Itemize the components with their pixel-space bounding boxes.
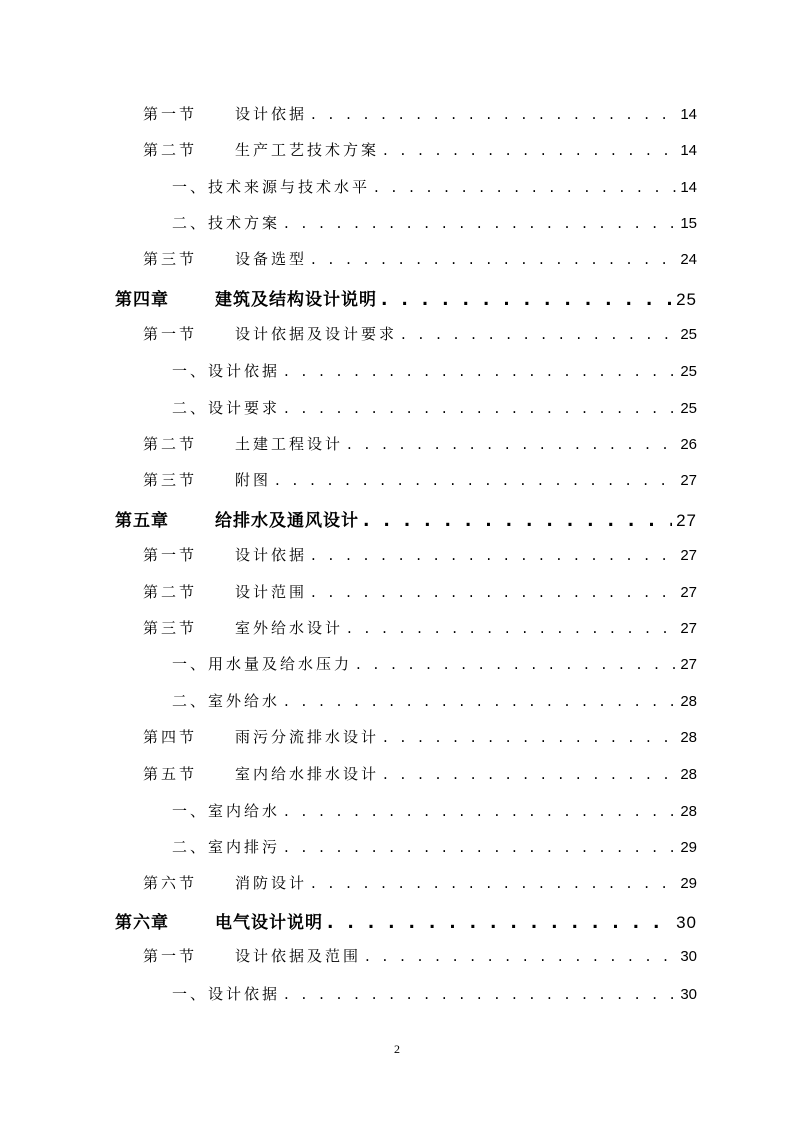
toc-entry[interactable] bbox=[172, 397, 697, 418]
toc-entry-number: 第三节 bbox=[143, 471, 198, 489]
dot-leader bbox=[284, 362, 676, 380]
toc-entry[interactable] bbox=[172, 176, 697, 197]
toc-entry-page: 25 bbox=[680, 363, 697, 380]
dot-leader bbox=[284, 985, 676, 1003]
toc-entry-number: 第一节 bbox=[143, 325, 198, 343]
dot-leader bbox=[284, 399, 676, 417]
dot-leader bbox=[401, 325, 676, 343]
toc-entry[interactable] bbox=[143, 139, 697, 160]
dot-leader bbox=[347, 619, 676, 637]
toc-entry-title: 设计依据及设计要求 bbox=[235, 325, 398, 343]
toc-entry-page: 14 bbox=[680, 106, 697, 123]
toc-entry-title: 室内给水排水设计 bbox=[235, 765, 380, 783]
toc-entry-page: 25 bbox=[680, 326, 697, 343]
toc-entry[interactable] bbox=[172, 836, 697, 857]
page-number: 2 bbox=[394, 1042, 400, 1056]
dot-leader bbox=[311, 546, 676, 564]
toc-entry-page: 27 bbox=[680, 584, 697, 601]
toc-entry[interactable] bbox=[143, 433, 697, 454]
toc-entry[interactable] bbox=[143, 544, 697, 565]
toc-entry-page: 27 bbox=[680, 620, 697, 637]
dot-leader bbox=[347, 435, 676, 453]
toc-entry-title: 一、用水量及给水压力 bbox=[172, 655, 353, 673]
dot-leader bbox=[311, 105, 676, 123]
toc-entry-page: 15 bbox=[680, 215, 697, 232]
toc-entry-number: 第二节 bbox=[143, 141, 198, 159]
toc-entry[interactable] bbox=[172, 653, 697, 674]
toc-entry-number: 第二节 bbox=[143, 583, 198, 601]
dot-leader bbox=[311, 583, 676, 601]
dot-leader bbox=[284, 214, 676, 232]
dot-leader bbox=[284, 838, 676, 856]
toc-entry[interactable] bbox=[115, 285, 697, 310]
toc-entry-number: 第三节 bbox=[143, 250, 198, 268]
toc-entry-page: 24 bbox=[680, 251, 697, 268]
toc-entry[interactable] bbox=[172, 800, 697, 821]
toc-entry[interactable] bbox=[143, 617, 697, 638]
toc-entry-page: 29 bbox=[680, 839, 697, 856]
toc-entry-page: 30 bbox=[676, 913, 697, 932]
toc-entry-title: 雨污分流排水设计 bbox=[235, 728, 380, 746]
toc-entry-page: 28 bbox=[680, 693, 697, 710]
toc-entry-title: 设备选型 bbox=[235, 250, 308, 268]
toc-entry[interactable] bbox=[115, 908, 697, 933]
toc-entry-title: 一、技术来源与技术水平 bbox=[172, 178, 371, 196]
toc-entry-number: 第六节 bbox=[143, 874, 198, 892]
toc-entry-page: 27 bbox=[680, 656, 697, 673]
dot-leader bbox=[284, 692, 676, 710]
dot-leader bbox=[381, 290, 672, 310]
toc-entry-title: 二、室内排污 bbox=[172, 838, 281, 856]
toc-entry-number: 第一节 bbox=[143, 546, 198, 564]
toc-entry-page: 27 bbox=[680, 547, 697, 564]
toc-entry-page: 30 bbox=[680, 986, 697, 1003]
toc-entry[interactable] bbox=[143, 872, 697, 893]
toc-entry[interactable] bbox=[115, 506, 697, 531]
toc-entry-page: 25 bbox=[680, 400, 697, 417]
toc-entry-page: 14 bbox=[680, 179, 697, 196]
toc-entry[interactable] bbox=[143, 469, 697, 490]
toc-entry[interactable] bbox=[172, 212, 697, 233]
toc-entry[interactable] bbox=[143, 726, 697, 747]
toc-entry-page: 26 bbox=[680, 436, 697, 453]
toc-entry-number: 第一节 bbox=[143, 105, 198, 123]
toc-entry-page: 29 bbox=[680, 875, 697, 892]
toc-entry-title: 设计范围 bbox=[235, 583, 308, 601]
toc-entry-number: 第一节 bbox=[143, 947, 198, 965]
toc-entry-title: 二、室外给水 bbox=[172, 692, 281, 710]
dot-leader bbox=[363, 511, 672, 531]
toc-entry-title: 消防设计 bbox=[235, 874, 308, 892]
toc-entry-number: 第三节 bbox=[143, 619, 198, 637]
dot-leader bbox=[383, 728, 676, 746]
toc-entry[interactable] bbox=[143, 763, 697, 784]
toc-entry[interactable] bbox=[143, 945, 697, 966]
toc-entry-title: 设计依据 bbox=[235, 105, 308, 123]
dot-leader bbox=[311, 874, 676, 892]
toc-entry[interactable] bbox=[143, 323, 697, 344]
dot-leader bbox=[365, 947, 676, 965]
toc-entry[interactable] bbox=[143, 248, 697, 269]
dot-leader bbox=[284, 802, 676, 820]
toc-entry-title: 生产工艺技术方案 bbox=[235, 141, 380, 159]
toc-entry-title: 电气设计说明 bbox=[215, 913, 323, 933]
toc-entry-title: 室外给水设计 bbox=[235, 619, 344, 637]
toc-entry-title: 一、室内给水 bbox=[172, 802, 281, 820]
toc-entry-title: 给排水及通风设计 bbox=[215, 511, 359, 531]
toc-entry-number: 第五章 bbox=[115, 511, 169, 531]
toc-entry-number: 第六章 bbox=[115, 913, 169, 933]
toc-entry-title: 建筑及结构设计说明 bbox=[215, 290, 377, 310]
toc-entry-number: 第二节 bbox=[143, 435, 198, 453]
dot-leader bbox=[311, 250, 676, 268]
toc-entry-title: 二、设计要求 bbox=[172, 399, 281, 417]
toc-entry-title: 土建工程设计 bbox=[235, 435, 344, 453]
dot-leader bbox=[327, 913, 672, 933]
toc-entry-page: 27 bbox=[680, 472, 697, 489]
dot-leader bbox=[275, 471, 676, 489]
toc-entry[interactable] bbox=[172, 983, 697, 1004]
toc-entry[interactable] bbox=[143, 581, 697, 602]
toc-entry-title: 附图 bbox=[235, 471, 272, 489]
dot-leader bbox=[356, 655, 676, 673]
dot-leader bbox=[374, 178, 676, 196]
toc-entry-title: 设计依据及范围 bbox=[235, 947, 362, 965]
toc-entry-number: 第四节 bbox=[143, 728, 198, 746]
toc-entry-title: 一、设计依据 bbox=[172, 362, 281, 380]
toc-entry[interactable] bbox=[172, 360, 697, 381]
toc-entry-title: 二、技术方案 bbox=[172, 214, 281, 232]
toc-entry-page: 30 bbox=[680, 948, 697, 965]
toc-entry-page: 28 bbox=[680, 803, 697, 820]
toc-entry-page: 28 bbox=[680, 766, 697, 783]
toc-entry[interactable] bbox=[172, 690, 697, 711]
toc-entry-page: 28 bbox=[680, 729, 697, 746]
toc-entry-number: 第五节 bbox=[143, 765, 198, 783]
toc-entry-title: 一、设计依据 bbox=[172, 985, 281, 1003]
toc-entry-page: 25 bbox=[676, 290, 697, 309]
toc-entry[interactable] bbox=[143, 103, 697, 124]
dot-leader bbox=[383, 141, 676, 159]
toc-entry-page: 14 bbox=[680, 142, 697, 159]
toc-entry-number: 第四章 bbox=[115, 290, 169, 310]
toc-entry-title: 设计依据 bbox=[235, 546, 308, 564]
toc-entry-page: 27 bbox=[676, 511, 697, 530]
dot-leader bbox=[383, 765, 676, 783]
